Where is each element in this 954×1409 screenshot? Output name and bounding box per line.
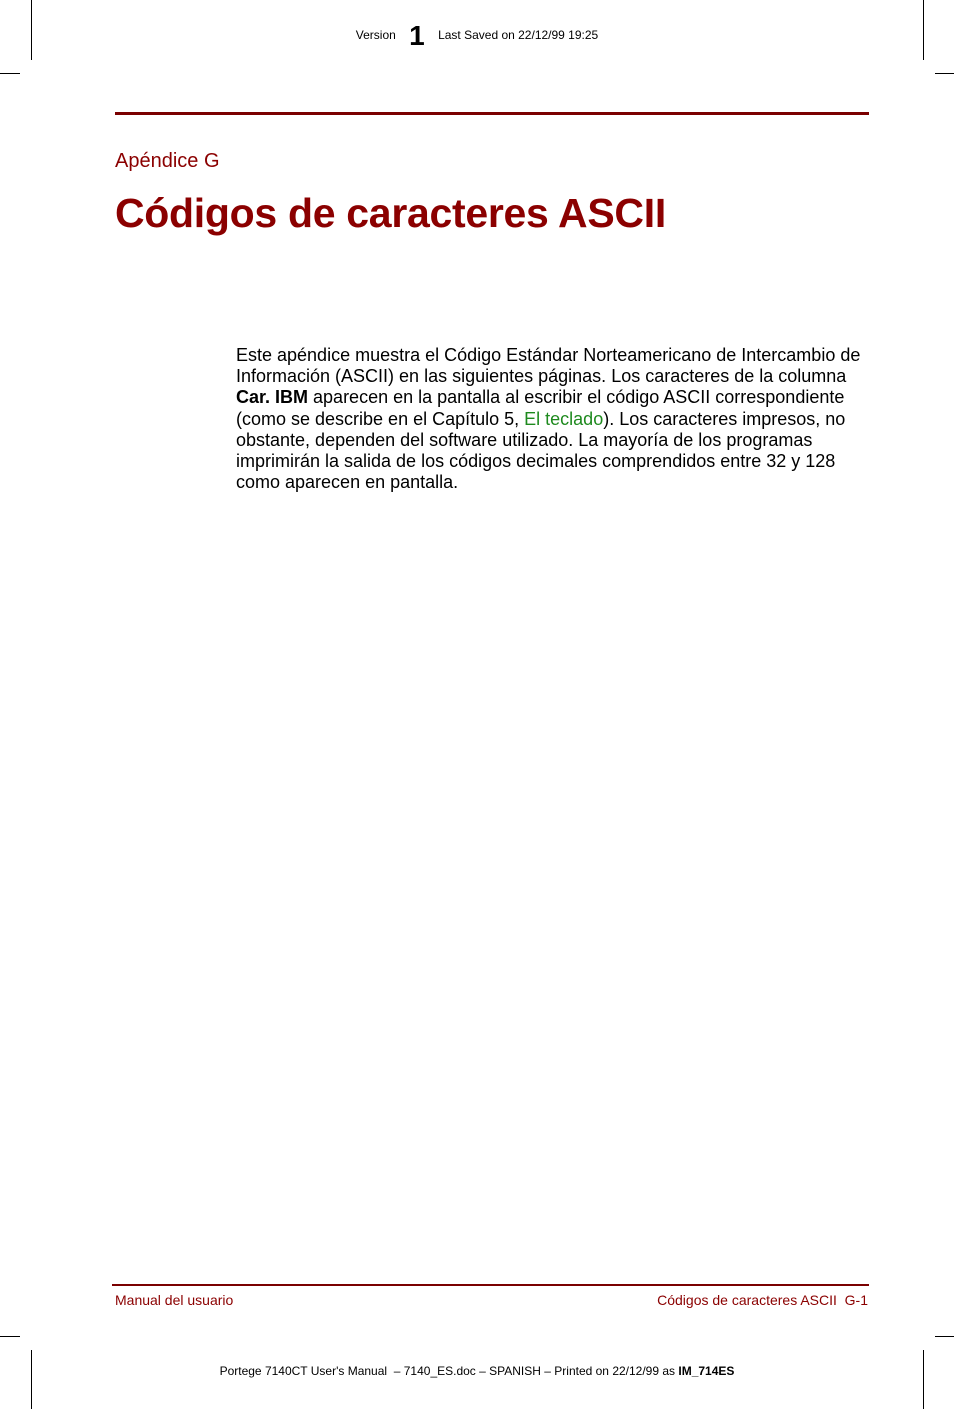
footer-page-text: Códigos de caracteres ASCII G-1 (657, 1292, 868, 1308)
paragraph-text-2: aparecen en la pantalla al escribir el código ASCII correspondiente (como se describe en el Capítulo 5, (236, 387, 845, 429)
page-title: Códigos de caracteres ASCII (115, 190, 666, 236)
appendix-label: Apéndice G (115, 150, 220, 172)
crop-mark-top-right-horizontal (935, 73, 954, 74)
crop-mark-bottom-left-horizontal (0, 1336, 20, 1337)
crop-mark-bottom-right-vertical (923, 1350, 924, 1409)
chapter-link[interactable]: El teclado (524, 408, 604, 429)
intro-paragraph (236, 345, 876, 493)
footer-page-reference (657, 1292, 868, 1308)
print-info-text: Portege 7140CT User's Manual – 7140_ES.doc – SPANISH – Printed on 22/12/99 as (219, 1364, 679, 1378)
crop-mark-bottom-left-vertical (31, 1350, 32, 1409)
paragraph-bold-term: Car. IBM (236, 387, 309, 408)
print-info-code: IM_714ES (678, 1364, 735, 1378)
version-number: 1 (409, 20, 425, 51)
top-rule (115, 112, 869, 115)
print-info (0, 1364, 954, 1378)
version-header (0, 20, 954, 52)
paragraph-text-3: ). Los caracteres impresos, no obstante, dependen del software utilizado. La mayoría de los programas imprimirán la salida de los códigos decimales comprendidos entre 32 y 128 como aparecen en pantalla. (236, 408, 846, 493)
version-label: Version (355, 28, 396, 42)
footer-rule (112, 1284, 869, 1286)
footer-manual-title: Manual del usuario (115, 1292, 234, 1308)
paragraph-text-1: Este apéndice muestra el Código Estándar Norteamericano de Intercambio de Información (ASCII) en las siguientes páginas. Los caracteres de la columna (236, 345, 861, 387)
crop-mark-bottom-right-horizontal (935, 1336, 954, 1337)
crop-mark-top-left-horizontal (0, 73, 20, 74)
last-saved: Last Saved on 22/12/99 19:25 (438, 28, 599, 42)
